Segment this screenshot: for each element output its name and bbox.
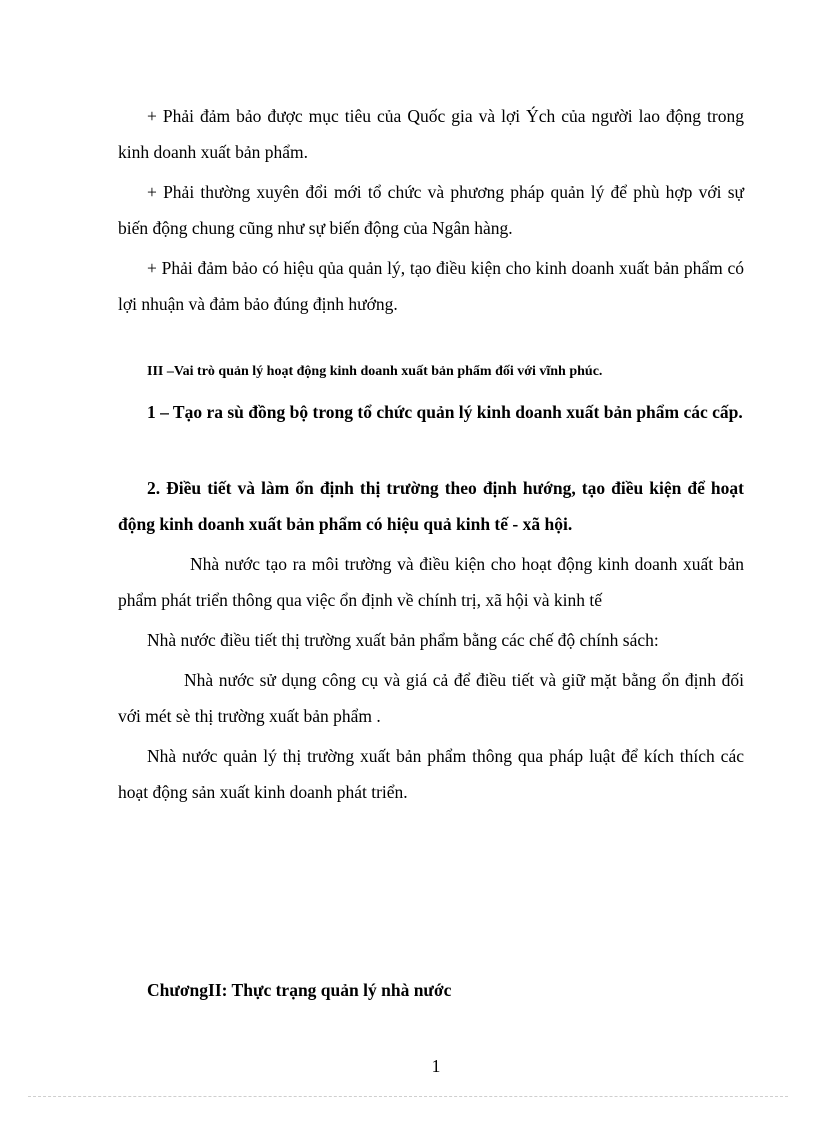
page-bottom-divider <box>28 1096 788 1097</box>
paragraph-efficiency: + Phải đảm bảo có hiệu qủa quản lý, tạo điều kiện cho kinh doanh xuất bản phẩm có lợi nhuận và đảm bảo đúng định hướng. <box>118 258 744 314</box>
chapter-title: ChươngII: Thực trạng quản lý nhà nước <box>147 980 452 1000</box>
body-paragraph-price-tools: Nhà nước sử dụng công cụ và giá cả để điều tiết và giữ mặt bằng ổn định đối với mét sè thị trường xuất bản phẩm . <box>118 670 744 726</box>
paragraph-goal: + Phải đảm bảo được mục tiêu của Quốc gia và lợi Ých của người lao động trong kinh doanh xuất bản phẩm. <box>118 106 744 162</box>
bold-item-1: 1 – Tạo ra sù đồng bộ trong tổ chức quản lý kinh doanh xuất bản phẩm các cấp. <box>147 402 743 422</box>
bold-item-2: 2. Điều tiết và làm ổn định thị trường theo định hướng, tạo điều kiện để hoạt động kinh doanh xuất bản phẩm có hiệu quả kinh tế - xã hội. <box>118 478 744 534</box>
body-paragraph-regulation: Nhà nước điều tiết thị trường xuất bản phẩm bằng các chế độ chính sách: <box>147 630 659 650</box>
page-number: 1 <box>431 1056 441 1076</box>
section-heading: III –Vai trò quản lý hoạt động kinh doanh xuất bản phẩm đối với vĩnh phúc. <box>147 364 603 379</box>
body-paragraph-law: Nhà nước quản lý thị trường xuất bản phẩm thông qua pháp luật để kích thích các hoạt động sản xuất kinh doanh phát triển. <box>118 746 744 802</box>
body-paragraph-environment: Nhà nước tạo ra môi trường và điều kiện cho hoạt động kinh doanh xuất bản phẩm phát triển thông qua việc ổn định về chính trị, xã hội và kinh tế <box>118 554 744 610</box>
paragraph-renewal: + Phải thường xuyên đổi mới tổ chức và phương pháp quản lý để phù hợp với sự biến động chung cũng như sự biến động của Ngân hàng. <box>118 182 744 238</box>
